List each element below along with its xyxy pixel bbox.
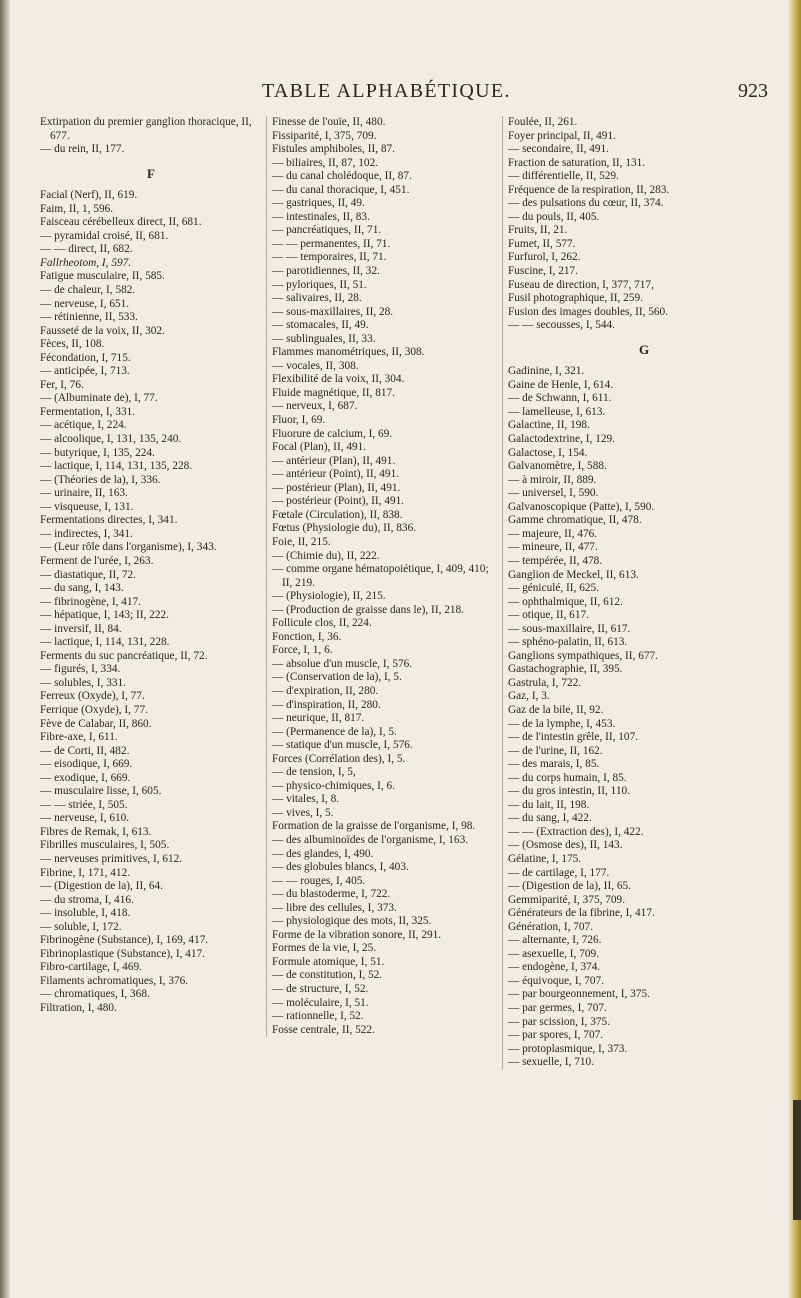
index-entry: — absolue d'un muscle, I, 576. bbox=[272, 657, 413, 670]
index-entry: — chromatiques, I, 368. bbox=[40, 988, 150, 1001]
index-entry: — postérieur (Point), II, 491. bbox=[272, 495, 405, 508]
index-entry: — fibrinogène, I, 417. bbox=[40, 595, 142, 608]
index-entry: — postérieur (Plan), II, 491. bbox=[272, 481, 401, 494]
page-title: TABLE ALPHABÉTIQUE. bbox=[262, 80, 511, 102]
index-entry: Filaments achromatiques, I, 376. bbox=[40, 974, 189, 987]
index-entry: — majeure, II, 476. bbox=[508, 527, 598, 540]
index-entry: Générateurs de la fibrine, I, 417. bbox=[508, 907, 655, 920]
index-entry: — anticipée, I, 713. bbox=[40, 365, 130, 378]
index-entry: — (Production de graisse dans le), II, 218. bbox=[272, 603, 465, 616]
index-entry: — du corps humain, I, 85. bbox=[508, 771, 627, 784]
index-entry: Formule atomique, I, 51. bbox=[272, 955, 385, 968]
index-entry: — butyrique, I, 135, 224. bbox=[40, 446, 155, 459]
index-entry: Gaine de Henle, I, 614. bbox=[508, 378, 614, 391]
index-entry: — eisodique, I, 669. bbox=[40, 758, 133, 771]
index-entry: — du rein, II, 177. bbox=[40, 143, 125, 156]
index-column-1 bbox=[40, 116, 262, 1016]
index-entry: Fibrinogène (Substance), I, 169, 417. bbox=[40, 934, 209, 947]
index-entry: — (Osmose des), II, 143. bbox=[508, 839, 623, 852]
index-entry: — biliaires, II, 87, 102. bbox=[272, 156, 379, 169]
index-entry: Fluorure de calcium, I, 69. bbox=[272, 427, 393, 440]
index-entry: — otique, II, 617. bbox=[508, 609, 589, 622]
index-entry: — ophthalmique, II, 612. bbox=[508, 595, 623, 608]
index-entry: — de la lymphe, I, 453. bbox=[508, 717, 616, 730]
index-entry: — secondaire, II, 491. bbox=[508, 143, 610, 156]
index-entry: Fuscine, I, 217. bbox=[508, 265, 578, 278]
index-entry: — soluble, I, 172. bbox=[40, 920, 122, 933]
index-entry: Focal (Plan), II, 491. bbox=[272, 441, 367, 454]
index-entry: — — (Extraction des), I, 422. bbox=[508, 825, 644, 838]
index-entry: — — direct, II, 682. bbox=[40, 243, 133, 256]
index-entry: — urinaire, II, 163. bbox=[40, 487, 128, 500]
index-entry: — sphéno-palatin, II, 613. bbox=[508, 636, 628, 649]
index-entry: — du lait, II, 198. bbox=[508, 798, 590, 811]
index-entry: Forme de la vibration sonore, II, 291. bbox=[272, 928, 442, 941]
index-entry: Ganglions sympathiques, II, 677. bbox=[508, 649, 658, 662]
index-entry: Fluide magnétique, II, 817. bbox=[272, 386, 395, 399]
index-entry: Fumet, II, 577. bbox=[508, 237, 576, 250]
index-entry: Fibres de Remak, I, 613. bbox=[40, 825, 152, 838]
index-entry: Gastachographie, II, 395. bbox=[508, 663, 623, 676]
index-entry: — — permanentes, II, 71. bbox=[272, 237, 391, 250]
section-letter-f: F bbox=[147, 165, 155, 181]
index-entry: Fermentation, I, 331. bbox=[40, 405, 136, 418]
index-entry: Foulée, II, 261. bbox=[508, 116, 578, 128]
index-entry: — libre des cellules, I, 373. bbox=[272, 901, 397, 914]
index-entry: — asexuelle, I, 709. bbox=[508, 947, 599, 960]
index-entry: Fuseau de direction, I, 377, 717, bbox=[508, 278, 654, 291]
index-entry: — (Chimie du), II, 222. bbox=[272, 549, 380, 562]
index-entry: — à miroir, II, 889. bbox=[508, 473, 597, 486]
section-letter-g: G bbox=[638, 341, 650, 357]
index-entry: — vitales, I, 8. bbox=[272, 793, 340, 806]
index-entry: — vocales, II, 308. bbox=[272, 359, 359, 372]
index-entry: — du blastoderme, I, 722. bbox=[272, 888, 391, 901]
index-entry: — rétinienne, II, 533. bbox=[40, 311, 138, 324]
index-entry: Furfurol, I, 262. bbox=[508, 251, 581, 264]
index-entry: Fibrilles musculaires, I, 505. bbox=[40, 839, 170, 852]
index-entry: Foie, II, 215. bbox=[272, 535, 331, 548]
index-entry: Gélatine, I, 175. bbox=[508, 852, 582, 865]
index-entry: — vives, I, 5. bbox=[272, 806, 334, 819]
index-entry: Fœtale (Circulation), II, 838. bbox=[272, 508, 403, 521]
index-entry: — (Permanence de la), I, 5. bbox=[272, 725, 397, 738]
index-entry: — (Leur rôle dans l'organisme), I, 343. bbox=[40, 541, 217, 554]
index-entry: — alternante, I, 726. bbox=[508, 934, 602, 947]
index-entry: — protoplasmique, I, 373. bbox=[508, 1042, 628, 1055]
index-entry: — indirectes, I, 341. bbox=[40, 527, 133, 540]
index-entry: — physico-chimiques, I, 6. bbox=[272, 779, 395, 792]
index-entry: — diastatique, II, 72. bbox=[40, 568, 137, 581]
index-entry: Fer, I, 76. bbox=[40, 378, 84, 391]
index-entry: Formes de la vie, I, 25. bbox=[272, 942, 377, 955]
index-entry: — des glandes, I, 490. bbox=[272, 847, 374, 860]
index-entry: — du gros intestin, II, 110. bbox=[508, 785, 630, 798]
index-entry: Fausseté de la voix, II, 302. bbox=[40, 324, 165, 337]
index-entry: Galvanoscopique (Patte), I, 590. bbox=[508, 500, 655, 513]
index-entry: Ganglion de Meckel, II, 613. bbox=[508, 568, 639, 581]
index-entry: — stomacales, II, 49. bbox=[272, 319, 369, 332]
index-entry: — de tension, I, 5, bbox=[272, 766, 356, 779]
index-entry: — salivaires, II, 28. bbox=[272, 292, 362, 305]
page-number: 923 bbox=[738, 80, 768, 102]
index-entry: — de chaleur, I, 582. bbox=[40, 284, 136, 297]
index-entry: — des albuminoïdes de l'organisme, I, 163. bbox=[272, 833, 469, 846]
index-entry: — (Digestion de la), II, 65. bbox=[508, 880, 631, 893]
index-entry: — (Théories de la), I, 336. bbox=[40, 473, 161, 486]
index-entry: Fusion des images doubles, II, 560. bbox=[508, 305, 669, 318]
index-entry: — — temporaires, II, 71. bbox=[272, 251, 387, 264]
index-entry: Fève de Calabar, II, 860. bbox=[40, 717, 152, 730]
index-entry: — de l'intestin grêle, II, 107. bbox=[508, 731, 639, 744]
index-entry: — universel, I, 590. bbox=[508, 487, 599, 500]
index-entry: Fermentations directes, I, 341. bbox=[40, 514, 178, 527]
index-entry: Galactine, II, 198. bbox=[508, 419, 590, 432]
index-entry: Fissiparité, I, 375, 709. bbox=[272, 129, 377, 142]
index-entry: Gadinine, I, 321. bbox=[508, 365, 585, 378]
index-entry: Fécondation, I, 715. bbox=[40, 351, 131, 364]
index-entry: — (Conservation de la), I, 5. bbox=[272, 671, 402, 684]
index-entry: — par bourgeonnement, I, 375. bbox=[508, 988, 650, 1001]
index-entry: — des marais, I, 85. bbox=[508, 758, 600, 771]
index-entry: — sous-maxillaire, II, 617. bbox=[508, 622, 631, 635]
index-entry: Ferreux (Oxyde), I, 77. bbox=[40, 690, 145, 703]
index-entry: — inversif, II, 84. bbox=[40, 622, 122, 635]
index-entry: — du sang, I, 422. bbox=[508, 812, 592, 825]
index-entry: — — secousses, I, 544. bbox=[508, 319, 615, 332]
index-entry: Extirpation du premier ganglion thoracique, II, 677. bbox=[40, 116, 252, 142]
index-column-3 bbox=[502, 116, 780, 1070]
index-entry: — par scission, I, 375. bbox=[508, 1015, 610, 1028]
index-entry: — (Physiologie), II, 215. bbox=[272, 590, 386, 603]
index-entry: — par germes, I, 707. bbox=[508, 1002, 607, 1014]
index-entry: — nerveuse, I, 610. bbox=[40, 812, 130, 825]
index-entry: Fibro-cartilage, I, 469. bbox=[40, 961, 142, 974]
index-entry: Gastrula, I, 722. bbox=[508, 676, 582, 689]
index-entry: Faisceau cérébelleux direct, II, 681. bbox=[40, 216, 202, 229]
index-entry: — lamelleuse, I, 613. bbox=[508, 405, 606, 418]
index-entry: — tempérée, II, 478. bbox=[508, 554, 603, 567]
index-entry: Fraction de saturation, II, 131. bbox=[508, 156, 646, 169]
index-entry: Force, I, 1, 6. bbox=[272, 644, 333, 657]
index-entry: Galactodextrine, I, 129. bbox=[508, 433, 615, 446]
index-entry: Ferrique (Oxyde), I, 77. bbox=[40, 703, 148, 716]
index-entry: — par spores, I, 707. bbox=[508, 1029, 604, 1042]
index-entry: — comme organe hématopoiétique, I, 409, 410; II, 219. bbox=[272, 563, 489, 589]
index-entry: Flammes manométriques, II, 308. bbox=[272, 346, 425, 359]
index-entry: — — striée, I, 505. bbox=[40, 798, 128, 811]
index-entry: Finesse de l'ouïe, II, 480. bbox=[272, 116, 386, 128]
index-entry: Galactose, I, 154. bbox=[508, 446, 588, 459]
index-entry: — nerveuses primitives, I, 612. bbox=[40, 852, 183, 865]
index-entry: — de Corti, II, 482. bbox=[40, 744, 130, 757]
page-edge-left bbox=[0, 0, 10, 1298]
index-entry: — équivoque, I, 707. bbox=[508, 974, 605, 987]
index-entry: Fusil photographique, II, 259. bbox=[508, 292, 643, 305]
index-entry: — de l'urine, II, 162. bbox=[508, 744, 603, 757]
index-entry: — physiologique des mots, II, 325. bbox=[272, 915, 432, 928]
index-entry: — du sang, I, 143. bbox=[40, 582, 124, 595]
index-entry: — sexuelle, I, 710. bbox=[508, 1056, 594, 1069]
index-entry: — lactique, I, 114, 131, 228. bbox=[40, 636, 170, 649]
index-entry: Gamme chromatique, II, 478. bbox=[508, 514, 642, 527]
index-entry: — pancréatiques, II, 71. bbox=[272, 224, 382, 237]
index-entry: — antérieur (Plan), II, 491. bbox=[272, 454, 396, 467]
index-entry: Fréquence de la respiration, II, 283. bbox=[508, 183, 670, 196]
index-entry: Flexibilité de la voix, II, 304. bbox=[272, 373, 405, 386]
index-column-2 bbox=[266, 116, 498, 1037]
index-entry: Fèces, II, 108. bbox=[40, 338, 105, 351]
index-entry: Formation de la graisse de l'organisme, I, 98. bbox=[272, 820, 476, 833]
index-entry: — de cartilage, I, 177. bbox=[508, 866, 610, 879]
index-entry: — des pulsations du cœur, II, 374. bbox=[508, 197, 664, 210]
index-entry: Gaz de la bile, II, 92. bbox=[508, 703, 604, 716]
index-entry: — gastriques, II, 49. bbox=[272, 197, 365, 210]
index-entry: Galvanomètre, I, 588. bbox=[508, 460, 607, 473]
index-entry: — (Digestion de la), II, 64. bbox=[40, 880, 163, 893]
index-entry: Ferments du suc pancréatique, II, 72. bbox=[40, 649, 208, 662]
index-entry: — de structure, I, 52. bbox=[272, 983, 369, 995]
page-edge-marker bbox=[793, 1100, 801, 1220]
index-entry: Ferment de l'urée, I, 263. bbox=[40, 554, 154, 567]
index-entry: — géniculé, II, 625. bbox=[508, 582, 599, 595]
index-entry: Foyer principal, II, 491. bbox=[508, 129, 616, 142]
index-entry: — exodique, I, 669. bbox=[40, 771, 131, 784]
index-entry: — antérieur (Point), II, 491. bbox=[272, 468, 400, 481]
index-entry: — mineure, II, 477. bbox=[508, 541, 598, 554]
index-entry: — différentielle, II, 529. bbox=[508, 170, 619, 183]
index-entry: — du canal cholédoque, II, 87. bbox=[272, 170, 412, 183]
index-entry: — des globules blancs, I, 403. bbox=[272, 861, 409, 874]
index-entry: Follicule clos, II, 224. bbox=[272, 617, 372, 630]
index-entry: — endogène, I, 374. bbox=[508, 961, 601, 974]
index-entry: Fibrinoplastique (Substance), I, 417. bbox=[40, 947, 206, 960]
index-entry: — sublinguales, II, 33. bbox=[272, 332, 376, 345]
index-entry: — de constitution, I, 52. bbox=[272, 969, 383, 982]
index-entry: Gaz, I, 3. bbox=[508, 690, 550, 703]
index-entry: Fœtus (Physiologie du), II, 836. bbox=[272, 522, 417, 535]
index-entry: Fatigue musculaire, II, 585. bbox=[40, 270, 165, 283]
index-entry: Fibre-axe, I, 611. bbox=[40, 731, 118, 744]
index-entry: Fibrine, I, 171, 412. bbox=[40, 866, 131, 879]
index-entry: — du stroma, I, 416. bbox=[40, 893, 134, 906]
index-entry: — du pouls, II, 405. bbox=[508, 210, 600, 223]
index-entry: Faim, II, 1, 596. bbox=[40, 202, 114, 215]
index-entry: — parotidiennes, II, 32. bbox=[272, 265, 380, 278]
index-entry: Fistules amphiboles, II, 87. bbox=[272, 143, 396, 156]
index-entry: — pyramidal croisé, II, 681. bbox=[40, 229, 169, 242]
index-entry: — du canal thoracique, I, 451. bbox=[272, 183, 410, 196]
index-entry: Facial (Nerf), II, 619. bbox=[40, 189, 138, 202]
index-entry: — pyloriques, II, 51. bbox=[272, 278, 367, 291]
index-entry: Fosse centrale, II, 522. bbox=[272, 1023, 375, 1036]
index-entry: — statique d'un muscle, I, 576. bbox=[272, 739, 413, 752]
index-entry: — solubles, I, 331. bbox=[40, 676, 126, 689]
index-entry: — nerveuse, I, 651. bbox=[40, 297, 130, 310]
index-entry: Fonction, I, 36. bbox=[272, 630, 342, 643]
index-entry: Fluor, I, 69. bbox=[272, 414, 326, 427]
index-entry: — moléculaire, I, 51. bbox=[272, 996, 369, 1009]
index-entry: Filtration, I, 480. bbox=[40, 1002, 117, 1014]
index-entry: Gemmiparité, I, 375, 709. bbox=[508, 893, 626, 906]
index-entry: — rationnelle, I, 52. bbox=[272, 1010, 364, 1023]
index-entry: — d'inspiration, II, 280. bbox=[272, 698, 381, 711]
index-entry: — lactique, I, 114, 131, 135, 228. bbox=[40, 460, 193, 473]
index-entry: — (Albuminate de), I, 77. bbox=[40, 392, 158, 405]
index-entry: — hépatique, I, 143; II, 222. bbox=[40, 609, 169, 622]
index-entry: — visqueuse, I, 131. bbox=[40, 500, 134, 513]
index-entry: — intestinales, II, 83. bbox=[272, 210, 370, 223]
index-entry: — de Schwann, I, 611. bbox=[508, 392, 612, 405]
index-entry: — alcoolique, I, 131, 135, 240. bbox=[40, 433, 182, 446]
index-entry: — d'expiration, II, 280. bbox=[272, 684, 379, 697]
index-entry: — musculaire lisse, I, 605. bbox=[40, 785, 162, 798]
index-entry: Génération, I, 707. bbox=[508, 920, 594, 933]
page-header bbox=[0, 80, 801, 106]
index-entry: — insoluble, I, 418. bbox=[40, 907, 131, 920]
index-entry: — nerveux, I, 687. bbox=[272, 400, 358, 413]
index-entry: Fruits, II, 21. bbox=[508, 224, 568, 237]
index-entry: — — rouges, I, 405. bbox=[272, 874, 366, 887]
index-entry: Fallrheotom, I, 597. bbox=[40, 256, 132, 269]
index-entry: Forces (Corrélation des), I, 5. bbox=[272, 752, 406, 765]
index-entry: — sous-maxillaires, II, 28. bbox=[272, 305, 394, 318]
index-entry: — neurique, II, 817. bbox=[272, 712, 365, 725]
index-entry: — acétique, I, 224. bbox=[40, 419, 127, 432]
index-entry: — figurés, I, 334. bbox=[40, 663, 121, 676]
